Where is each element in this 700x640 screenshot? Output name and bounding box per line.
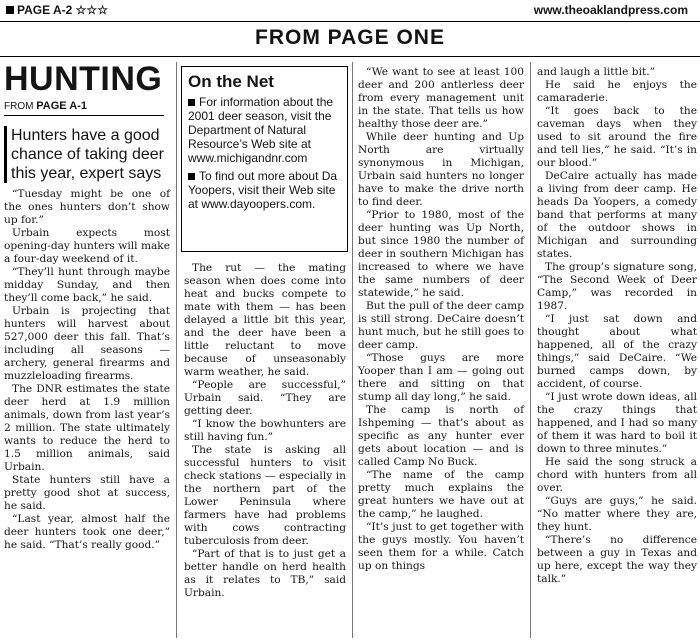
paragraph: The camp is north of Ishpeming — that’s about as specific as any hunter ever gets about location — and is called Camp No Buck. — [358, 404, 524, 468]
on-the-net-item-text: For information about the 2001 deer season, visit the Department of Natural Resource’s Web site at www.michigandnr.com — [188, 95, 334, 165]
paragraph: “I just wrote down ideas, all the crazy things that happened, and I had so many of them it was hard to boil it down to three minutes.” — [537, 391, 697, 455]
page-label — [6, 3, 108, 17]
on-the-net-item — [188, 95, 341, 165]
square-bullet-icon — [188, 173, 195, 180]
site-url: www.theoaklandpress.com — [533, 3, 688, 17]
paragraph: “Those guys are more Yooper than I am — going out there and sitting on that stump all day long,” he said. — [358, 352, 524, 403]
on-the-net-item-text: To find out more about Da Yoopers, visit their Web site at www.dayoopers.com. — [188, 169, 338, 211]
paragraph: “I know the bowhunters are still having fun.” — [184, 418, 346, 443]
article-deck: Hunters have a good chance of taking deer this year, expert says — [4, 126, 166, 183]
paragraph: The DNR estimates the state deer herd at 1.9 million animals, down from last year’s 2 million. The state ultimately wants to reduce the herd to 1.5 million animals, said Urbain. — [4, 383, 170, 473]
paragraph: He said he enjoys the camaraderie. — [537, 79, 697, 104]
page-header — [0, 0, 700, 22]
paragraph: “The name of the camp pretty much explains the great hunters we have out at the camp,” he laughed. — [358, 469, 524, 520]
on-the-net-title: On the Net — [188, 72, 274, 91]
column-divider — [530, 62, 531, 638]
section-title: FROM PAGE ONE — [255, 26, 445, 49]
paragraph: “Tuesday might be one of the ones hunters don’t show up for.” — [4, 188, 170, 226]
paragraph: “Prior to 1980, most of the deer hunting was Up North, but since 1980 the number of deer in southern Michigan has increased to where we have the same numbers of deer statewide,” he said. — [358, 209, 524, 299]
square-bullet-icon — [188, 99, 195, 106]
paragraph: “They’ll hunt through maybe midday Sunday, and then they’ll come back,” he said. — [4, 266, 170, 304]
paragraph: “People are successful,” Urbain said. “They are getting deer. — [184, 379, 346, 417]
jump-page: PAGE A-1 — [36, 100, 87, 112]
paragraph: But the pull of the deer camp is still strong. DeCaire doesn’t hunt much, but he still goes to deer camp. — [358, 300, 524, 351]
paragraph: The state is asking all successful hunters to visit check stations — especially in the northern part of the Lower Peninsula where farmers have had problems with cows contracting tuberculosis from deer. — [184, 444, 346, 547]
paragraph: DeCaire actually has made a living from deer camp. He heads Da Yoopers, a comedy band that performs at many of the outdoor shows in Michigan and surrounding states. — [537, 170, 697, 260]
paragraph: While deer hunting and Up North are virtually synonymous in Michigan, Urbain said hunters no longer have to make the drive north to find deer. — [358, 131, 524, 208]
paragraph: Urbain expects most opening-day hunters will make a four-day weekend of it. — [4, 227, 170, 265]
article-column-1 — [4, 188, 170, 552]
on-the-net-box — [181, 66, 348, 252]
paragraph: “There’s no difference between a guy in Texas and up here, except the way they talk.” — [537, 534, 697, 585]
article-column-2 — [184, 262, 346, 600]
page-label-text: PAGE A-2 ☆☆☆ — [17, 3, 108, 17]
paragraph: “It’s just to get together with the guys mostly. You haven’t seen them for a while. Catch up on things — [358, 521, 524, 572]
paragraph: “Guys are guys,” he said. “No matter where they are, they hunt. — [537, 495, 697, 533]
column-divider — [352, 62, 353, 638]
article-column-3 — [358, 66, 524, 573]
article-headline: HUNTING — [4, 60, 163, 98]
column-divider — [176, 62, 177, 638]
paragraph: “It goes back to the caveman days when they used to sit around the fire and tell lies,” he said. “It’s in our blood.” — [537, 105, 697, 169]
paragraph: and laugh a little bit.” — [537, 66, 655, 78]
paragraph: The rut — the mating season when does come into heat and bucks compete to mate with them — has been delayed a little bit this year, and the deer have been a little reluctant to move because of unseasonably warm weather, he said. — [184, 262, 346, 378]
article-column-4 — [537, 66, 697, 586]
paragraph: State hunters still have a pretty good shot at success, he said. — [4, 474, 170, 512]
jump-line — [4, 100, 164, 116]
paragraph: “We want to see at least 100 deer and 200 antlerless deer from every management unit in the state. That tells us how healthy those deer are.” — [358, 66, 524, 130]
paragraph: The group’s signature song, “The Second Week of Deer Camp,” was recorded in 1987. — [537, 261, 697, 312]
paragraph: “Part of that is to just get a better handle on herd health as it relates to TB,” said Urbain. — [184, 548, 346, 599]
paragraph: Urbain is projecting that hunters will harvest about 527,000 deer this fall. That’s including all seasons — archery, general firearms and muzzleloading firearms. — [4, 305, 170, 382]
square-bullet-icon — [6, 6, 14, 14]
paragraph: “Last year, almost half the deer hunters took one deer,” he said. “That’s really good.” — [4, 513, 170, 551]
section-divider — [0, 56, 700, 57]
jump-prefix: FROM — [4, 101, 34, 112]
paragraph: He said the song struck a chord with hunters from all over. — [537, 456, 697, 494]
on-the-net-item — [188, 169, 341, 211]
paragraph: “I just sat down and thought about what happened, all of the crazy things,” said DeCaire. “We burned camps down, by accident, of course. — [537, 313, 697, 390]
